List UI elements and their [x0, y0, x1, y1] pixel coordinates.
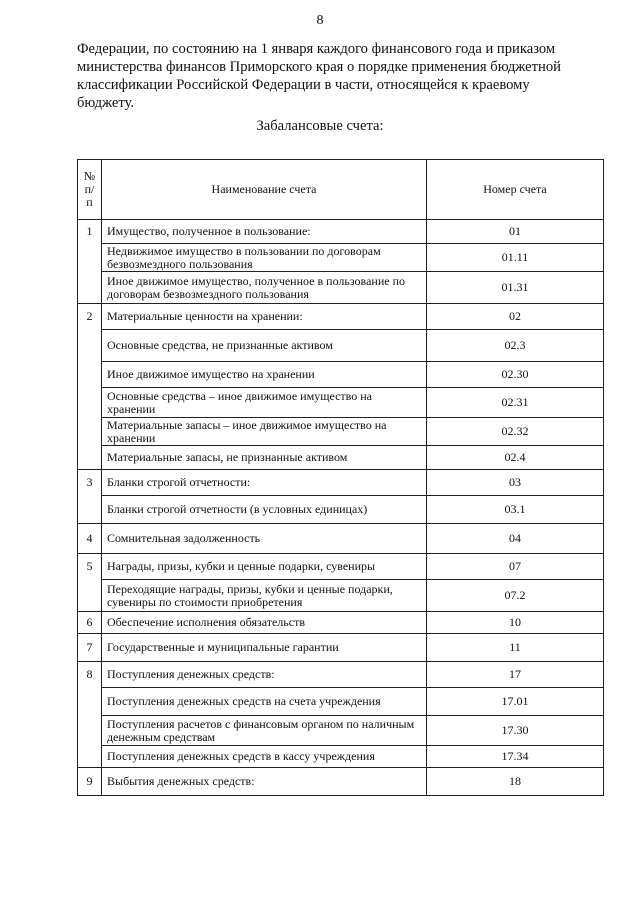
intro-line: министерства финансов Приморского края о порядке применения бюджетной	[77, 59, 561, 75]
table-row	[78, 470, 604, 496]
account-code: 02	[427, 304, 604, 330]
table-row	[78, 634, 604, 662]
account-code: 02.31	[427, 388, 604, 418]
account-code: 01	[427, 220, 604, 244]
table-row	[78, 220, 604, 244]
account-code: 02.4	[427, 446, 604, 470]
table-row	[78, 304, 604, 330]
account-name: Материальные ценности на хранении:	[102, 304, 427, 330]
account-name: Бланки строгой отчетности (в условных единицах)	[102, 496, 427, 524]
intro-line: бюджету.	[77, 95, 135, 111]
table-row	[78, 746, 604, 768]
row-number: 7	[78, 634, 102, 662]
table-row	[78, 362, 604, 388]
account-name: Государственные и муниципальные гарантии	[102, 634, 427, 662]
row-number	[78, 362, 102, 388]
account-code: 10	[427, 612, 604, 634]
account-code: 02.32	[427, 418, 604, 446]
table-row	[78, 496, 604, 524]
row-number	[78, 688, 102, 716]
table-row	[78, 662, 604, 688]
account-name: Материальные запасы, не признанные активом	[102, 446, 427, 470]
table-row	[78, 446, 604, 470]
row-number	[78, 244, 102, 272]
table-row	[78, 612, 604, 634]
account-name: Основные средства – иное движимое имущество на хранении	[102, 388, 427, 418]
row-number	[78, 746, 102, 768]
header-num-line: п	[86, 195, 93, 209]
table-row	[78, 244, 604, 272]
row-number	[78, 418, 102, 446]
table-row	[78, 580, 604, 612]
account-name: Поступления денежных средств в кассу учреждения	[102, 746, 427, 768]
account-name: Иное движимое имущество на хранении	[102, 362, 427, 388]
account-name: Иное движимое имущество, полученное в пользование по договорам безвозмездного пользования	[102, 272, 427, 304]
account-name: Имущество, полученное в пользование:	[102, 220, 427, 244]
account-code: 17.30	[427, 716, 604, 746]
account-name: Материальные запасы – иное движимое имущество на хранении	[102, 418, 427, 446]
account-name: Обеспечение исполнения обязательств	[102, 612, 427, 634]
table-row	[78, 272, 604, 304]
account-code: 01.31	[427, 272, 604, 304]
row-number	[78, 388, 102, 418]
table-row	[78, 330, 604, 362]
account-code: 01.11	[427, 244, 604, 272]
account-code: 17.34	[427, 746, 604, 768]
account-name: Награды, призы, кубки и ценные подарки, сувениры	[102, 554, 427, 580]
table-row	[78, 716, 604, 746]
header-num	[78, 160, 102, 220]
account-name: Поступления денежных средств на счета учреждения	[102, 688, 427, 716]
account-code: 18	[427, 768, 604, 796]
row-number	[78, 446, 102, 470]
table-row	[78, 418, 604, 446]
table-row	[78, 554, 604, 580]
account-code: 02.3	[427, 330, 604, 362]
table-row	[78, 388, 604, 418]
intro-line: классификации Российской Федерации в части, относящейся к краевому	[77, 77, 530, 93]
account-code: 17.01	[427, 688, 604, 716]
page-number: 8	[316, 13, 324, 28]
header-num-line: п/	[84, 182, 95, 196]
account-code: 07.2	[427, 580, 604, 612]
account-code: 02.30	[427, 362, 604, 388]
account-name: Выбытия денежных средств:	[102, 768, 427, 796]
row-number: 5	[78, 554, 102, 580]
row-number: 6	[78, 612, 102, 634]
row-number	[78, 580, 102, 612]
account-name: Поступления расчетов с финансовым органом по наличным денежным средствам	[102, 716, 427, 746]
account-code: 17	[427, 662, 604, 688]
account-name: Основные средства, не признанные активом	[102, 330, 427, 362]
row-number	[78, 330, 102, 362]
account-code: 07	[427, 554, 604, 580]
account-name: Поступления денежных средств:	[102, 662, 427, 688]
table-header-row	[78, 160, 604, 220]
intro-line: Федерации, по состоянию на 1 января каждого финансового года и приказом	[77, 41, 556, 57]
row-number	[78, 496, 102, 524]
account-name: Бланки строгой отчетности:	[102, 470, 427, 496]
account-code: 11	[427, 634, 604, 662]
row-number: 4	[78, 524, 102, 554]
row-number: 1	[78, 220, 102, 244]
table-row	[78, 768, 604, 796]
row-number: 8	[78, 662, 102, 688]
account-code: 04	[427, 524, 604, 554]
off-balance-accounts-table	[77, 159, 604, 796]
account-code: 03	[427, 470, 604, 496]
account-name: Переходящие награды, призы, кубки и ценные подарки, сувениры по стоимости приобретения	[102, 580, 427, 612]
table-row	[78, 688, 604, 716]
row-number: 2	[78, 304, 102, 330]
table-caption: Забалансовые счета:	[256, 118, 384, 134]
intro-paragraph	[77, 40, 603, 112]
row-number: 3	[78, 470, 102, 496]
row-number: 9	[78, 768, 102, 796]
table-body	[78, 220, 604, 796]
row-number	[78, 272, 102, 304]
header-code: Номер счета	[427, 160, 604, 220]
account-name: Недвижимое имущество в пользовании по договорам безвозмездного пользования	[102, 244, 427, 272]
header-name: Наименование счета	[102, 160, 427, 220]
account-name: Сомнительная задолженность	[102, 524, 427, 554]
table-row	[78, 524, 604, 554]
row-number	[78, 716, 102, 746]
header-num-line: №	[83, 169, 96, 183]
account-code: 03.1	[427, 496, 604, 524]
